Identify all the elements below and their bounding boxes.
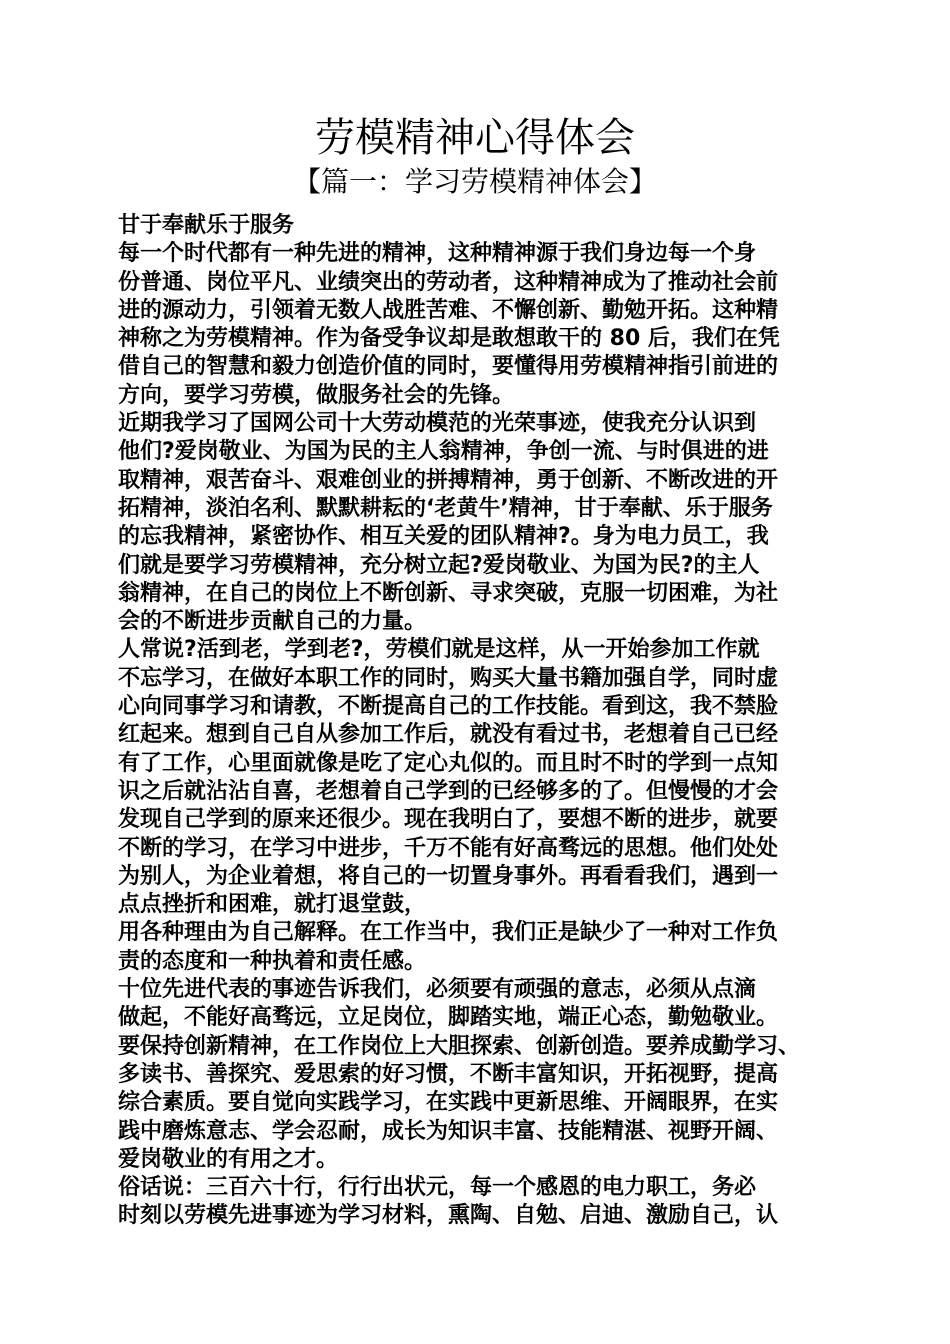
body-line: 综合素质。要自觉向实践学习，在实践中更新思维、开阔眼界，在实 <box>118 1090 779 1116</box>
body-line: 取精神，艰苦奋斗、艰难创业的拼搏精神，勇于创新、不断改进的开 <box>118 467 779 493</box>
body-line: 份普通、岗位平凡、业绩突出的劳动者，这种精神成为了推动社会前 <box>118 269 779 295</box>
document-title: 劳模精神心得体会 <box>315 115 635 161</box>
body-line: 有了工作，心里面就像是吃了定心丸似的。而且时不时的学到一点知 <box>118 750 779 776</box>
body-line: 十位先进代表的事迹告诉我们，必须要有顽强的意志，必须从点滴 <box>118 977 757 1003</box>
document-subtitle: 【篇一：学习劳模精神体会】 <box>292 165 657 198</box>
body-line: 做起，不能好高骛远，立足岗位，脚踏实地，端正心态，勤勉敬业。 <box>118 1005 779 1031</box>
body-line: 多读书、善探究、爱思索的好习惯，不断丰富知识，开拓视野，提高 <box>118 1061 779 1087</box>
body-line: 时刻以劳模先进事迹为学习材料，熏陶、自勉、启迪、激励自己，认 <box>118 1203 779 1229</box>
body-line: 心向同事学习和请教，不断提高自己的工作技能。看到这，我不禁脸 <box>118 694 779 720</box>
document-body <box>118 212 848 1231</box>
body-line: 人常说?活到老，学到老?，劳模们就是这样，从一开始参加工作就 <box>118 637 760 663</box>
body-line: 发现自己学到的原来还很少。现在我明白了，要想不断的进步，就要 <box>118 807 779 833</box>
body-line: 甘于奉献乐于服务 <box>118 213 295 238</box>
body-line: 近期我学习了国网公司十大劳动模范的光荣事迹，使我充分认识到 <box>118 411 757 437</box>
body-line: 爱岗敬业的有用之才。 <box>118 1146 339 1172</box>
body-line: 不忘学习，在做好本职工作的同时，购买大量书籍加强自学，同时虚 <box>118 665 779 691</box>
body-line: 的忘我精神，紧密协作、相互关爱的团队精神?。身为电力员工，我 <box>118 524 769 550</box>
body-line: 要保持创新精神，在工作岗位上大胆探索、创新创造。要养成勤学习、 <box>118 1033 801 1059</box>
body-line: 红起来。想到自己自从参加工作后，就没有看过书，老想着自己已经 <box>118 722 779 748</box>
body-line: 每一个时代都有一种先进的精神，这种精神源于我们身边每一个身 <box>118 241 757 267</box>
body-line: 用各种理由为自己解释。在工作当中，我们正是缺少了一种对工作负 <box>118 920 779 946</box>
body-line: 识之后就沾沾自喜，老想着自己学到的已经够多的了。但慢慢的才会 <box>118 778 779 804</box>
body-line: 方向，要学习劳模，做服务社会的先锋。 <box>118 382 515 408</box>
body-line: 俗话说：三百六十行，行行出状元，每一个感恩的电力职工，务必 <box>118 1175 757 1201</box>
body-line: 不断的学习，在学习中进步，千万不能有好高骛远的思想。他们处处 <box>118 835 779 861</box>
body-line: 翁精神，在自己的岗位上不断创新、寻求突破，克服一切困难，为社 <box>118 580 779 606</box>
body-line: 神称之为劳模精神。作为备受争议却是敢想敢干的 80 后，我们在凭 <box>118 326 780 352</box>
body-line: 拓精神，淡泊名利、默默耕耘的‘老黄牛’精神，甘于奉献、乐于服务 <box>118 495 773 521</box>
body-line: 责的态度和一种执着和责任感。 <box>118 948 427 974</box>
body-line: 点点挫折和困难，就打退堂鼓， <box>118 892 427 918</box>
body-line: 他们?爱岗敬业、为国为民的主人翁精神，争创一流、与时俱进的进 <box>118 439 769 465</box>
body-line: 会的不断进步贡献自己的力量。 <box>118 609 427 635</box>
body-line: 进的源动力，引领着无数人战胜苦难、不懈创新、勤勉开拓。这种精 <box>118 297 779 323</box>
body-line: 们就是要学习劳模精神，充分树立起?爱岗敬业、为国为民?的主人 <box>118 552 760 578</box>
body-line: 为别人，为企业着想，将自己的一切置身事外。再看看我们，遇到一 <box>118 863 779 889</box>
body-line: 践中磨炼意志、学会忍耐，成长为知识丰富、技能精湛、视野开阔、 <box>118 1118 779 1144</box>
body-line: 借自己的智慧和毅力创造价值的同时，要懂得用劳模精神指引前进的 <box>118 354 779 380</box>
